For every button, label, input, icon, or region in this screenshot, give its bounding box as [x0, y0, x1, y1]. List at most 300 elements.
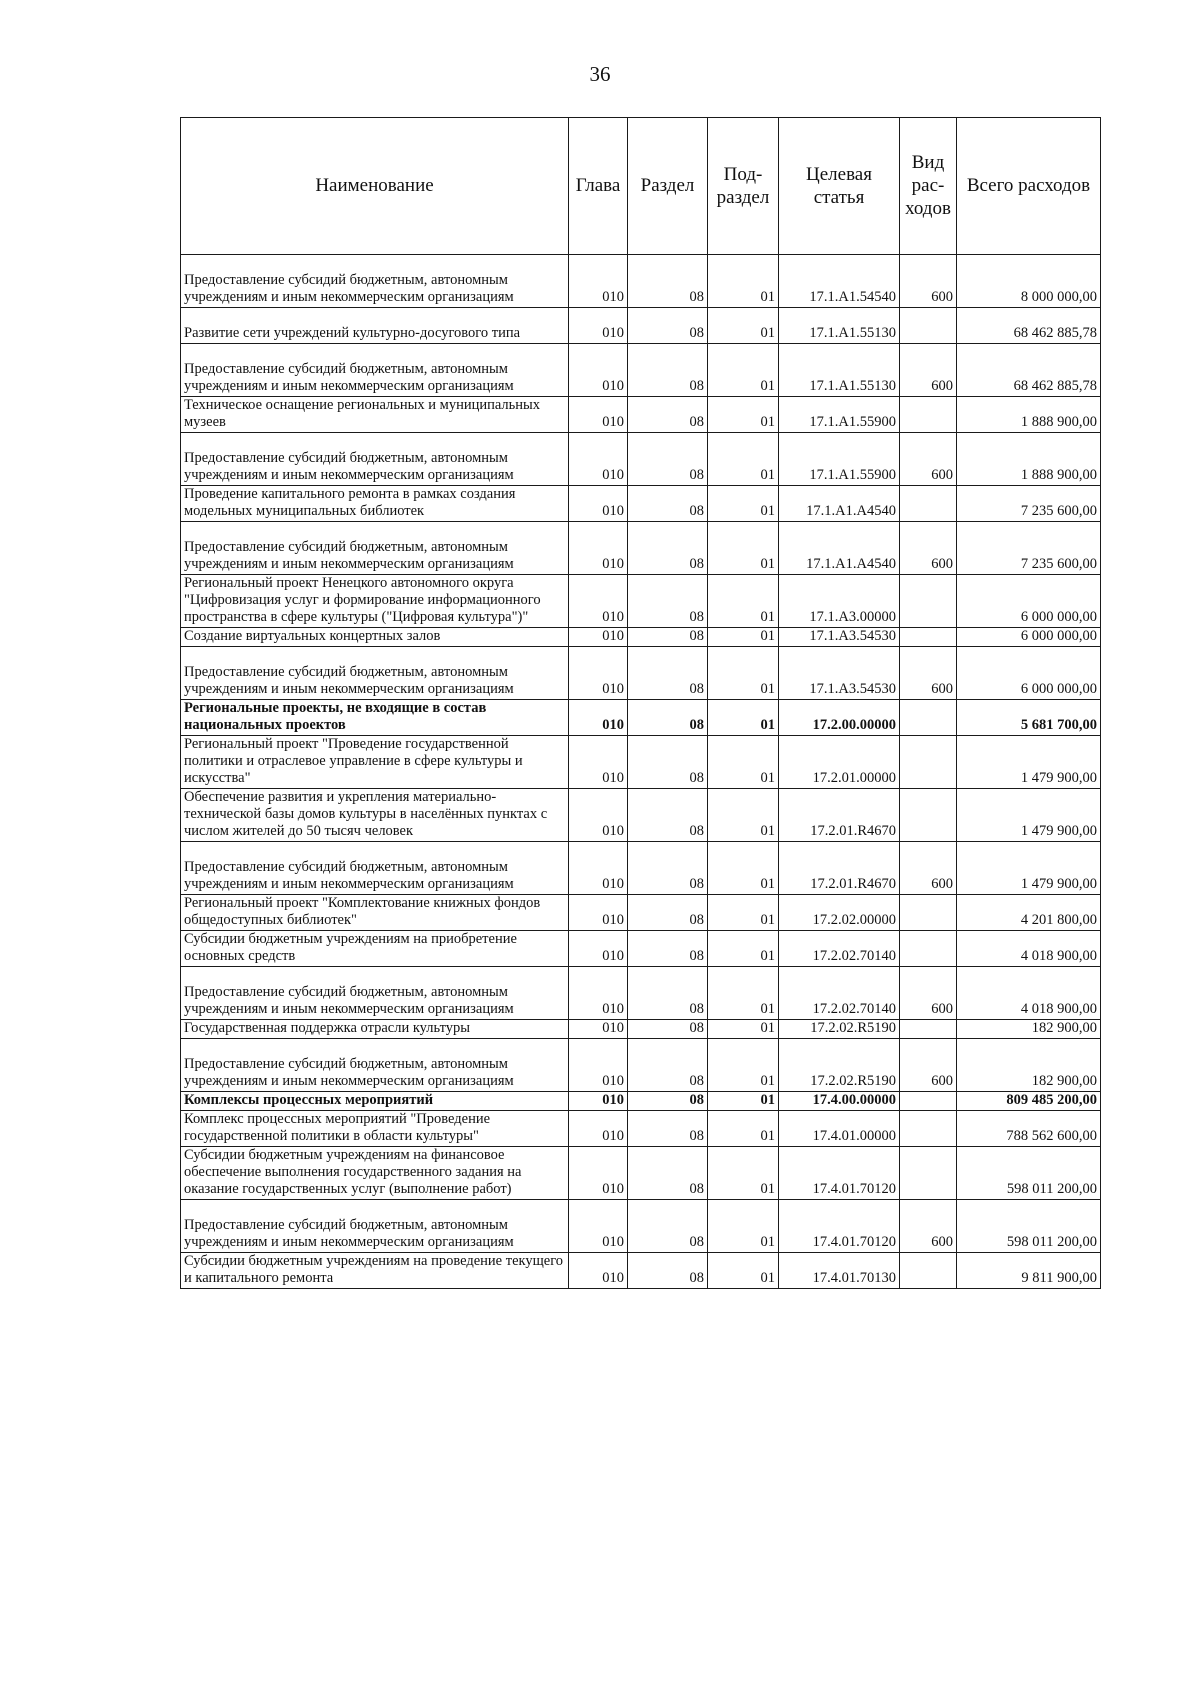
cell-podrazdel-text: 01: [760, 1092, 775, 1108]
table-row: [181, 486, 1101, 522]
cell-razdel: [628, 1200, 708, 1253]
cell-total: [957, 736, 1101, 789]
cell-razdel-text: 08: [689, 770, 704, 786]
cell-total-text: 6 000 000,00: [1020, 681, 1097, 697]
cell-glava: [569, 628, 628, 647]
cell-vid-text: 600: [931, 289, 953, 305]
header-total: Всего расходов: [957, 118, 1101, 255]
cell-celevaya-text: 17.2.02.70140: [812, 948, 896, 964]
cell-glava-text: 010: [602, 467, 624, 483]
cell-total: [957, 647, 1101, 700]
cell-glava-text: 010: [602, 414, 624, 430]
cell-podrazdel: [708, 344, 779, 397]
cell-name: [181, 344, 569, 397]
table-row: [181, 628, 1101, 647]
cell-glava-text: 010: [602, 325, 624, 341]
cell-podrazdel: [708, 522, 779, 575]
cell-celevaya-text: 17.2.00.00000: [812, 717, 896, 733]
cell-vid: [900, 647, 957, 700]
cell-vid: [900, 397, 957, 433]
cell-glava: [569, 433, 628, 486]
cell-total: [957, 931, 1101, 967]
cell-celevaya: [779, 1200, 900, 1253]
cell-celevaya: [779, 1092, 900, 1111]
cell-podrazdel: [708, 1147, 779, 1200]
cell-podrazdel: [708, 895, 779, 931]
cell-celevaya: [779, 397, 900, 433]
cell-name-text: Предоставление субсидий бюджетным, автономным учреждениям и иным некоммерческим организациям: [184, 984, 514, 1017]
cell-podrazdel-text: 01: [760, 717, 775, 733]
cell-name: [181, 397, 569, 433]
cell-name: [181, 486, 569, 522]
cell-vid: [900, 486, 957, 522]
table-row: [181, 1111, 1101, 1147]
cell-celevaya: [779, 931, 900, 967]
table-row: [181, 522, 1101, 575]
cell-razdel: [628, 433, 708, 486]
cell-razdel: [628, 700, 708, 736]
cell-glava-text: 010: [602, 876, 624, 892]
cell-razdel-text: 08: [689, 1073, 704, 1089]
header-razdel: Раздел: [628, 118, 708, 255]
cell-celevaya: [779, 1039, 900, 1092]
cell-podrazdel: [708, 789, 779, 842]
cell-glava-text: 010: [602, 681, 624, 697]
cell-total-text: 5 681 700,00: [1020, 717, 1097, 733]
cell-podrazdel-text: 01: [760, 1020, 775, 1036]
cell-razdel-text: 08: [689, 823, 704, 839]
cell-vid: [900, 895, 957, 931]
cell-glava-text: 010: [602, 948, 624, 964]
cell-vid: [900, 1147, 957, 1200]
cell-podrazdel-text: 01: [760, 378, 775, 394]
cell-name-text: Региональный проект "Проведение государственной политики и отраслевое управление в сфере культуры и искусства": [184, 736, 523, 786]
cell-celevaya-text: 17.4.00.00000: [812, 1092, 896, 1108]
cell-name-text: Предоставление субсидий бюджетным, автономным учреждениям и иным некоммерческим организациям: [184, 539, 514, 572]
cell-podrazdel: [708, 1020, 779, 1039]
cell-name-text: Региональный проект "Комплектование книжных фондов общедоступных библиотек": [184, 895, 541, 928]
cell-glava-text: 010: [602, 1181, 624, 1197]
cell-glava: [569, 967, 628, 1020]
table-row: [181, 789, 1101, 842]
cell-glava: [569, 736, 628, 789]
cell-name: [181, 647, 569, 700]
cell-name: [181, 1020, 569, 1039]
cell-total: [957, 1147, 1101, 1200]
cell-podrazdel-text: 01: [760, 467, 775, 483]
cell-celevaya: [779, 628, 900, 647]
cell-total-text: 68 462 885,78: [1013, 378, 1097, 394]
cell-total-text: 6 000 000,00: [1020, 628, 1097, 644]
cell-razdel-text: 08: [689, 1092, 704, 1108]
cell-glava: [569, 1253, 628, 1289]
cell-razdel: [628, 1092, 708, 1111]
cell-total-text: 9 811 900,00: [1021, 1270, 1097, 1286]
cell-glava-text: 010: [602, 1001, 624, 1017]
cell-razdel-text: 08: [689, 325, 704, 341]
cell-vid: [900, 789, 957, 842]
cell-name-text: Предоставление субсидий бюджетным, автономным учреждениям и иным некоммерческим организациям: [184, 1217, 514, 1250]
cell-celevaya-text: 17.4.01.70130: [812, 1270, 896, 1286]
cell-podrazdel: [708, 308, 779, 344]
cell-celevaya: [779, 736, 900, 789]
cell-celevaya-text: 17.1.А1.54540: [809, 289, 896, 305]
cell-podrazdel-text: 01: [760, 325, 775, 341]
cell-celevaya: [779, 789, 900, 842]
cell-total-text: 182 900,00: [1031, 1073, 1097, 1089]
cell-total: [957, 1039, 1101, 1092]
cell-glava: [569, 931, 628, 967]
cell-razdel-text: 08: [689, 628, 704, 644]
cell-razdel-text: 08: [689, 948, 704, 964]
cell-celevaya: [779, 895, 900, 931]
cell-glava: [569, 1092, 628, 1111]
cell-total-text: 6 000 000,00: [1020, 609, 1097, 625]
cell-glava: [569, 1200, 628, 1253]
cell-razdel-text: 08: [689, 1001, 704, 1017]
cell-glava: [569, 397, 628, 433]
cell-vid: [900, 628, 957, 647]
cell-total-text: 788 562 600,00: [1006, 1128, 1097, 1144]
cell-total: [957, 1200, 1101, 1253]
cell-total: [957, 433, 1101, 486]
header-celevaya: Целевая статья: [779, 118, 900, 255]
cell-podrazdel: [708, 1200, 779, 1253]
cell-name: [181, 628, 569, 647]
cell-total-text: 68 462 885,78: [1013, 325, 1097, 341]
cell-name-text: Проведение капитального ремонта в рамках создания модельных муниципальных библиотек: [184, 486, 516, 519]
table-row: [181, 895, 1101, 931]
cell-podrazdel-text: 01: [760, 609, 775, 625]
cell-vid-text: 600: [931, 556, 953, 572]
table-row: [181, 842, 1101, 895]
cell-glava-text: 010: [602, 770, 624, 786]
cell-razdel-text: 08: [689, 876, 704, 892]
cell-celevaya-text: 17.1.А3.54530: [809, 681, 896, 697]
cell-podrazdel: [708, 1092, 779, 1111]
cell-total-text: 598 011 200,00: [1006, 1181, 1097, 1197]
cell-celevaya-text: 17.1.А1.А4540: [806, 556, 896, 572]
cell-razdel-text: 08: [689, 1234, 704, 1250]
cell-vid-text: 600: [931, 681, 953, 697]
cell-razdel: [628, 486, 708, 522]
cell-podrazdel-text: 01: [760, 1234, 775, 1250]
cell-vid-text: 600: [931, 876, 953, 892]
cell-podrazdel-text: 01: [760, 948, 775, 964]
table-row: [181, 931, 1101, 967]
cell-total: [957, 1253, 1101, 1289]
cell-name-text: Региональные проекты, не входящие в состав национальных проектов: [184, 700, 487, 733]
cell-glava: [569, 1111, 628, 1147]
cell-name: [181, 1147, 569, 1200]
table-row: [181, 1253, 1101, 1289]
table-row: [181, 1039, 1101, 1092]
cell-glava: [569, 522, 628, 575]
cell-total-text: 1 479 900,00: [1020, 823, 1097, 839]
cell-vid: [900, 344, 957, 397]
cell-total: [957, 344, 1101, 397]
cell-name: [181, 895, 569, 931]
cell-vid: [900, 308, 957, 344]
cell-razdel: [628, 931, 708, 967]
cell-vid: [900, 1092, 957, 1111]
budget-table: [180, 117, 1101, 1289]
table-header-row: [181, 118, 1101, 255]
cell-podrazdel-text: 01: [760, 556, 775, 572]
cell-glava: [569, 1039, 628, 1092]
cell-name-text: Предоставление субсидий бюджетным, автономным учреждениям и иным некоммерческим организациям: [184, 664, 514, 697]
cell-celevaya-text: 17.1.А1.55130: [809, 325, 896, 341]
cell-razdel-text: 08: [689, 503, 704, 519]
cell-podrazdel-text: 01: [760, 1073, 775, 1089]
cell-name-text: Субсидии бюджетным учреждениям на приобретение основных средств: [184, 931, 517, 964]
cell-glava-text: 010: [602, 289, 624, 305]
cell-name: [181, 967, 569, 1020]
cell-vid: [900, 700, 957, 736]
cell-vid: [900, 1200, 957, 1253]
cell-glava: [569, 575, 628, 628]
cell-name: [181, 1200, 569, 1253]
cell-name-text: Комплекс процессных мероприятий "Проведение государственной политики в области культуры": [184, 1111, 491, 1144]
cell-podrazdel-text: 01: [760, 1270, 775, 1286]
cell-razdel: [628, 575, 708, 628]
cell-vid-text: 600: [931, 1234, 953, 1250]
cell-glava-text: 010: [602, 1270, 624, 1286]
cell-vid: [900, 575, 957, 628]
cell-glava-text: 010: [602, 912, 624, 928]
cell-podrazdel-text: 01: [760, 912, 775, 928]
cell-vid: [900, 522, 957, 575]
cell-vid: [900, 967, 957, 1020]
cell-total: [957, 522, 1101, 575]
cell-name: [181, 1092, 569, 1111]
cell-podrazdel: [708, 700, 779, 736]
cell-vid: [900, 255, 957, 308]
cell-celevaya: [779, 344, 900, 397]
cell-vid-text: 600: [931, 378, 953, 394]
cell-total: [957, 575, 1101, 628]
cell-podrazdel-text: 01: [760, 681, 775, 697]
cell-name-text: Субсидии бюджетным учреждениям на финансовое обеспечение выполнения государственного задания на оказание государственных услуг (выполнение работ): [184, 1147, 522, 1197]
cell-glava: [569, 789, 628, 842]
cell-razdel: [628, 736, 708, 789]
table-row: [181, 647, 1101, 700]
cell-total-text: 7 235 600,00: [1020, 503, 1097, 519]
cell-total-text: 182 900,00: [1031, 1020, 1097, 1036]
cell-celevaya-text: 17.4.01.70120: [812, 1181, 896, 1197]
cell-razdel: [628, 397, 708, 433]
cell-vid: [900, 931, 957, 967]
cell-razdel: [628, 967, 708, 1020]
cell-celevaya: [779, 700, 900, 736]
cell-total-text: 4 018 900,00: [1020, 948, 1097, 964]
cell-glava-text: 010: [602, 378, 624, 394]
cell-podrazdel: [708, 842, 779, 895]
page-number: 36: [589, 62, 611, 86]
cell-podrazdel: [708, 647, 779, 700]
cell-name-text: Развитие сети учреждений культурно-досугового типа: [184, 325, 521, 341]
cell-podrazdel: [708, 1253, 779, 1289]
cell-podrazdel: [708, 736, 779, 789]
cell-celevaya-text: 17.2.01.R4670: [810, 876, 896, 892]
table-row: [181, 575, 1101, 628]
cell-razdel-text: 08: [689, 414, 704, 430]
cell-name: [181, 842, 569, 895]
cell-razdel: [628, 789, 708, 842]
cell-celevaya: [779, 522, 900, 575]
cell-vid: [900, 1039, 957, 1092]
cell-razdel: [628, 308, 708, 344]
cell-name: [181, 1253, 569, 1289]
cell-glava-text: 010: [602, 1092, 624, 1108]
cell-total-text: 1 888 900,00: [1020, 467, 1097, 483]
cell-vid: [900, 842, 957, 895]
cell-glava-text: 010: [602, 1128, 624, 1144]
cell-razdel: [628, 895, 708, 931]
cell-name: [181, 1111, 569, 1147]
cell-vid-text: 600: [931, 1001, 953, 1017]
cell-celevaya: [779, 967, 900, 1020]
cell-razdel-text: 08: [689, 1181, 704, 1197]
cell-celevaya: [779, 1020, 900, 1039]
cell-total: [957, 397, 1101, 433]
cell-total: [957, 842, 1101, 895]
cell-glava: [569, 647, 628, 700]
cell-celevaya: [779, 433, 900, 486]
cell-celevaya-text: 17.1.А1.А4540: [806, 503, 896, 519]
cell-total: [957, 308, 1101, 344]
cell-name-text: Субсидии бюджетным учреждениям на проведение текущего и капитального ремонта: [184, 1253, 564, 1286]
cell-total-text: 8 000 000,00: [1020, 289, 1097, 305]
table-row: [181, 1147, 1101, 1200]
cell-total-text: 1 479 900,00: [1020, 876, 1097, 892]
cell-name-text: Предоставление субсидий бюджетным, автономным учреждениям и иным некоммерческим организациям: [184, 450, 514, 483]
cell-razdel: [628, 344, 708, 397]
cell-vid: [900, 433, 957, 486]
header-name: Наименование: [181, 118, 569, 255]
cell-glava-text: 010: [602, 628, 624, 644]
cell-name-text: Предоставление субсидий бюджетным, автономным учреждениям и иным некоммерческим организациям: [184, 272, 514, 305]
cell-total: [957, 255, 1101, 308]
cell-celevaya-text: 17.1.А1.55900: [809, 467, 896, 483]
table-row: [181, 700, 1101, 736]
cell-celevaya: [779, 1111, 900, 1147]
cell-celevaya-text: 17.1.А3.54530: [809, 628, 896, 644]
cell-name-text: Обеспечение развития и укрепления материально-технической базы домов культуры в населённых пунктах с числом жителей до 50 тысяч человек: [184, 789, 548, 839]
cell-podrazdel: [708, 397, 779, 433]
cell-total-text: 1 479 900,00: [1020, 770, 1097, 786]
cell-glava: [569, 255, 628, 308]
cell-name-text: Техническое оснащение региональных и муниципальных музеев: [184, 397, 541, 430]
cell-glava: [569, 344, 628, 397]
cell-podrazdel: [708, 486, 779, 522]
cell-total: [957, 967, 1101, 1020]
cell-celevaya-text: 17.2.02.R5190: [810, 1073, 896, 1089]
cell-podrazdel-text: 01: [760, 823, 775, 839]
table-row: [181, 255, 1101, 308]
cell-total: [957, 895, 1101, 931]
cell-name-text: Предоставление субсидий бюджетным, автономным учреждениям и иным некоммерческим организациям: [184, 361, 514, 394]
cell-name: [181, 700, 569, 736]
cell-podrazdel-text: 01: [760, 414, 775, 430]
cell-glava-text: 010: [602, 609, 624, 625]
table-row: [181, 308, 1101, 344]
cell-razdel-text: 08: [689, 681, 704, 697]
cell-total-text: 4 201 800,00: [1020, 912, 1097, 928]
table-row: [181, 397, 1101, 433]
cell-glava-text: 010: [602, 823, 624, 839]
cell-podrazdel: [708, 1111, 779, 1147]
cell-total: [957, 789, 1101, 842]
cell-celevaya: [779, 1253, 900, 1289]
cell-podrazdel-text: 01: [760, 1181, 775, 1197]
table-row: [181, 736, 1101, 789]
cell-razdel-text: 08: [689, 556, 704, 572]
cell-total: [957, 700, 1101, 736]
cell-glava: [569, 842, 628, 895]
cell-name-text: Создание виртуальных концертных залов: [184, 628, 441, 644]
cell-podrazdel-text: 01: [760, 289, 775, 305]
cell-name: [181, 736, 569, 789]
table-row: [181, 1020, 1101, 1039]
cell-podrazdel: [708, 628, 779, 647]
cell-name: [181, 522, 569, 575]
cell-podrazdel: [708, 433, 779, 486]
cell-razdel: [628, 255, 708, 308]
header-vid: Вид рас-ходов: [900, 118, 957, 255]
cell-razdel-text: 08: [689, 1128, 704, 1144]
cell-total-text: 7 235 600,00: [1020, 556, 1097, 572]
cell-razdel-text: 08: [689, 289, 704, 305]
header-glava: Глава: [569, 118, 628, 255]
cell-name-text: Региональный проект Ненецкого автономного округа "Цифровизация услуг и формирование информационного пространства в сфере культуры ("Цифровая культура")": [184, 575, 541, 625]
cell-razdel-text: 08: [689, 609, 704, 625]
cell-glava: [569, 308, 628, 344]
cell-podrazdel-text: 01: [760, 503, 775, 519]
cell-total-text: 4 018 900,00: [1020, 1001, 1097, 1017]
cell-razdel: [628, 522, 708, 575]
cell-glava: [569, 1147, 628, 1200]
cell-razdel: [628, 1039, 708, 1092]
cell-glava-text: 010: [602, 1234, 624, 1250]
cell-celevaya: [779, 486, 900, 522]
header-podrazdel: Под-раздел: [708, 118, 779, 255]
cell-vid: [900, 1020, 957, 1039]
cell-name-text: Комплексы процессных мероприятий: [184, 1092, 434, 1108]
cell-vid-text: 600: [931, 1073, 953, 1089]
cell-total: [957, 1092, 1101, 1111]
cell-celevaya-text: 17.4.01.70120: [812, 1234, 896, 1250]
cell-name: [181, 931, 569, 967]
cell-total: [957, 1111, 1101, 1147]
cell-vid: [900, 736, 957, 789]
cell-razdel: [628, 628, 708, 647]
cell-celevaya-text: 17.4.01.00000: [812, 1128, 896, 1144]
cell-name-text: Предоставление субсидий бюджетным, автономным учреждениям и иным некоммерческим организациям: [184, 1056, 514, 1089]
cell-razdel-text: 08: [689, 1020, 704, 1036]
cell-podrazdel-text: 01: [760, 876, 775, 892]
cell-total-text: 598 011 200,00: [1006, 1234, 1097, 1250]
cell-name: [181, 789, 569, 842]
cell-razdel-text: 08: [689, 912, 704, 928]
cell-razdel-text: 08: [689, 717, 704, 733]
cell-celevaya-text: 17.1.А1.55900: [809, 414, 896, 430]
cell-celevaya: [779, 575, 900, 628]
cell-celevaya-text: 17.1.А3.00000: [809, 609, 896, 625]
cell-total-text: 809 485 200,00: [1006, 1092, 1097, 1108]
cell-vid-text: 600: [931, 467, 953, 483]
cell-podrazdel-text: 01: [760, 628, 775, 644]
